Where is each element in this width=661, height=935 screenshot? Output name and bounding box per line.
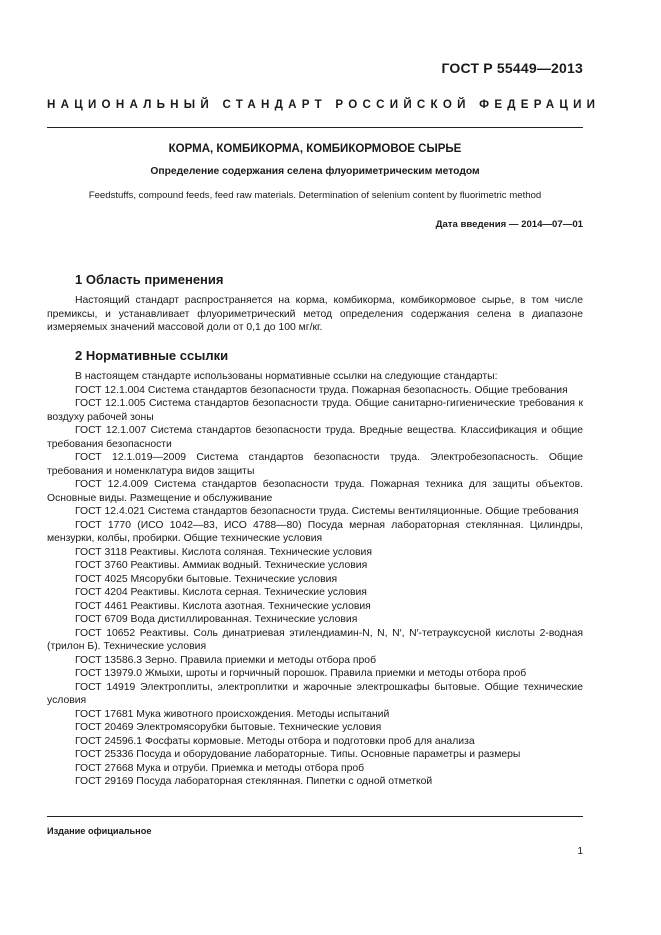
reference-item: ГОСТ 10652 Реактивы. Соль динатриевая этилендиамин-N, N, N′, N′-тетрауксусной кислоты 2-водная (трилон Б). Технические условия	[47, 627, 583, 652]
section-paragraph: Настоящий стандарт распространяется на корма, комбикорма, комбикормовое сырье, в том числе премиксы, и устанавливает флуориметрический метод определения содержания селена в диапазоне измеряемых значений массовой доли от 0,1 до 100 мг/кг.	[47, 295, 583, 333]
reference-intro: В настоящем стандарте использованы нормативные ссылки на следующие стандарты:	[75, 371, 498, 382]
reference-item: ГОСТ 4204 Реактивы. Кислота серная. Технические условия	[75, 587, 367, 598]
section-scope	[47, 272, 583, 335]
reference-item: ГОСТ 4461 Реактивы. Кислота азотная. Технические условия	[75, 600, 371, 612]
reference-item: ГОСТ 14919 Электроплиты, электроплитки и жарочные электрошкафы бытовые. Общие технические условия	[47, 681, 583, 706]
standard-number: ГОСТ Р 55449—2013	[441, 60, 583, 76]
reference-item: ГОСТ 12.1.005 Система стандартов безопасности труда. Общие санитарно-гигиенические требования к воздуху рабочей зоны	[47, 398, 583, 423]
reference-item: ГОСТ 13979.0 Жмыхи, шроты и горчичный порошок. Правила приемки и методы отбора проб	[75, 668, 527, 679]
reference-item: ГОСТ 6709 Вода дистиллированная. Технические условия	[75, 614, 358, 625]
reference-item: ГОСТ 27668 Мука и отруби. Приемка и методы отбора проб	[75, 762, 365, 774]
reference-item: ГОСТ 3760 Реактивы. Аммиак водный. Технические условия	[75, 560, 368, 571]
reference-item: ГОСТ 1770 (ИСО 1042—83, ИСО 4788—80) Посуда мерная лабораторная стеклянная. Цилиндры, мензурки, колбы, пробирки. Общие технические условия	[47, 519, 583, 544]
reference-item: ГОСТ 12.4.009 Система стандартов безопасности труда. Пожарная техника для защиты объектов. Основные виды. Размещение и обслуживание	[47, 479, 583, 504]
english-title: Feedstuffs, compound feeds, feed raw materials. Determination of selenium content by fluorimetric method	[88, 190, 542, 201]
page-number: 1	[577, 846, 583, 857]
footer-divider	[47, 816, 583, 817]
header-divider	[47, 127, 583, 128]
reference-item: ГОСТ 24596.1 Фосфаты кормовые. Методы отбора и подготовки проб для анализа	[75, 735, 475, 747]
section-heading: 1 Область применения	[75, 272, 224, 287]
official-edition-note: Издание официальное	[47, 826, 152, 836]
introduction-date: Дата введения — 2014—07—01	[435, 219, 583, 230]
reference-item: ГОСТ 29169 Посуда лабораторная стеклянная. Пипетки с одной отметкой	[75, 776, 433, 787]
section-heading: 2 Нормативные ссылки	[75, 348, 229, 363]
national-standard-banner: НАЦИОНАЛЬНЫЙ СТАНДАРТ РОССИЙСКОЙ ФЕДЕРАЦИИ	[47, 98, 601, 111]
reference-item: ГОСТ 12.1.019—2009 Система стандартов безопасности труда. Электробезопасность. Общие требования и номенклатура видов защиты	[47, 452, 583, 477]
reference-item: ГОСТ 12.1.004 Система стандартов безопасности труда. Пожарная безопасность. Общие требования	[75, 384, 568, 396]
reference-item: ГОСТ 3118 Реактивы. Кислота соляная. Технические условия	[75, 546, 372, 558]
reference-item: ГОСТ 4025 Мясорубки бытовые. Технические условия	[75, 573, 338, 585]
reference-item: ГОСТ 12.4.021 Система стандартов безопасности труда. Системы вентиляционные. Общие требования	[75, 506, 579, 517]
document-title: КОРМА, КОМБИКОРМА, КОМБИКОРМОВОЕ СЫРЬЕ	[168, 143, 462, 155]
document-subtitle: Определение содержания селена флуориметрическим методом	[150, 166, 480, 177]
reference-item: ГОСТ 20469 Электромясорубки бытовые. Технические условия	[75, 722, 382, 733]
section-normative-references	[47, 348, 583, 789]
reference-item: ГОСТ 17681 Мука животного происхождения. Методы испытаний	[75, 708, 390, 720]
reference-item: ГОСТ 13586.3 Зерно. Правила приемки и методы отбора проб	[75, 654, 377, 666]
reference-list	[47, 370, 583, 789]
reference-item: ГОСТ 25336 Посуда и оборудование лабораторные. Типы. Основные параметры и размеры	[75, 749, 521, 760]
reference-item: ГОСТ 12.1.007 Система стандартов безопасности труда. Вредные вещества. Классификация и общие требования безопасности	[47, 425, 583, 450]
